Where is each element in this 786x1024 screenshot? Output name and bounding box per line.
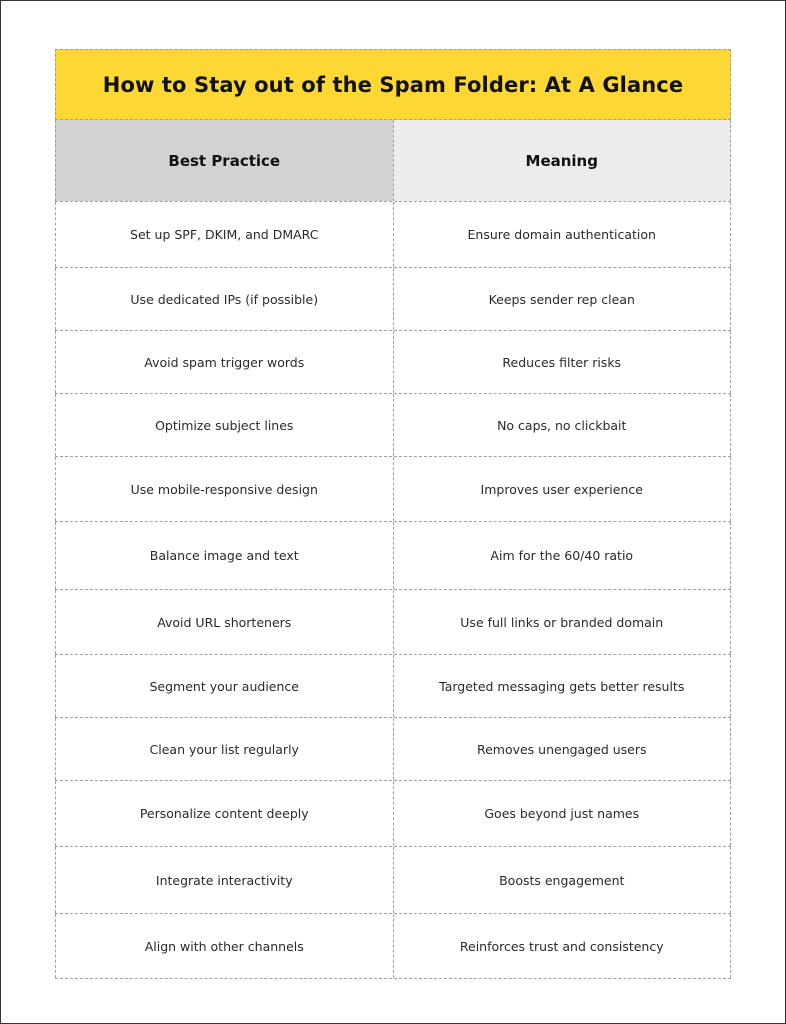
best-practice-cell: Clean your list regularly	[55, 718, 393, 780]
table-row	[55, 202, 731, 268]
best-practice-cell: Align with other channels	[55, 914, 393, 978]
meaning-cell: Reduces filter risks	[393, 331, 732, 393]
table-row	[55, 781, 731, 847]
best-practice-cell: Segment your audience	[55, 655, 393, 717]
best-practice-cell: Use mobile-responsive design	[55, 457, 393, 521]
meaning-cell: No caps, no clickbait	[393, 394, 732, 456]
header-row	[55, 120, 731, 202]
best-practice-cell: Avoid spam trigger words	[55, 331, 393, 393]
table-row	[55, 847, 731, 914]
table-title: How to Stay out of the Spam Folder: At A Glance	[102, 72, 684, 97]
title-bar	[55, 49, 731, 120]
meaning-cell: Removes unengaged users	[393, 718, 732, 780]
meaning-cell: Ensure domain authentication	[393, 202, 732, 267]
spam-folder-table	[55, 49, 731, 979]
meaning-cell: Reinforces trust and consistency	[393, 914, 732, 978]
best-practice-cell: Use dedicated IPs (if possible)	[55, 268, 393, 330]
table-row	[55, 268, 731, 331]
meaning-cell: Boosts engagement	[393, 847, 732, 913]
table-row	[55, 457, 731, 522]
best-practice-cell: Optimize subject lines	[55, 394, 393, 456]
best-practice-cell: Balance image and text	[55, 522, 393, 589]
meaning-cell: Goes beyond just names	[393, 781, 732, 846]
table-row	[55, 331, 731, 394]
table-row	[55, 914, 731, 979]
table-row	[55, 655, 731, 718]
meaning-cell: Improves user experience	[393, 457, 732, 521]
meaning-cell: Use full links or branded domain	[393, 590, 732, 654]
table-row	[55, 394, 731, 457]
best-practice-cell: Integrate interactivity	[55, 847, 393, 913]
table-row	[55, 718, 731, 781]
best-practice-cell: Personalize content deeply	[55, 781, 393, 846]
table-row	[55, 590, 731, 655]
meaning-cell: Targeted messaging gets better results	[393, 655, 732, 717]
meaning-cell: Aim for the 60/40 ratio	[393, 522, 732, 589]
best-practice-cell: Set up SPF, DKIM, and DMARC	[55, 202, 393, 267]
best-practice-cell: Avoid URL shorteners	[55, 590, 393, 654]
meaning-cell: Keeps sender rep clean	[393, 268, 732, 330]
column-header-best-practice: Best Practice	[55, 120, 393, 201]
column-header-meaning: Meaning	[393, 120, 732, 201]
table-row	[55, 522, 731, 590]
